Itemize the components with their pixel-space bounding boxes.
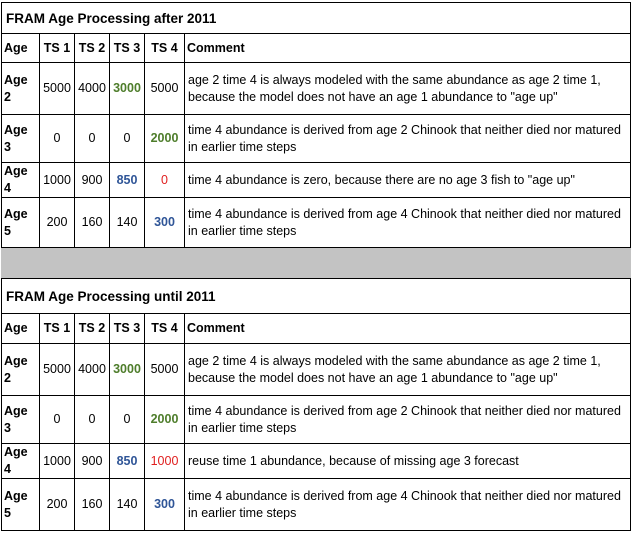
cell-ts3: 0 — [110, 396, 145, 444]
header-row — [2, 314, 631, 344]
cell-ts4: 5000 — [145, 344, 185, 396]
cell-ts2: 900 — [75, 163, 110, 198]
cell-ts2: 900 — [75, 444, 110, 479]
header-ts4: TS 4 — [145, 314, 185, 344]
row-age: Age 4 — [2, 444, 40, 479]
section-title: FRAM Age Processing after 2011 — [2, 3, 631, 34]
cell-ts3: 140 — [110, 479, 145, 531]
cell-comment: age 2 time 4 is always modeled with the same abundance as age 2 time 1, because the model does not have an age 1 abundance to "age up" — [185, 63, 631, 115]
header-age: Age — [2, 34, 40, 63]
cell-ts2: 0 — [75, 396, 110, 444]
section-title: FRAM Age Processing until 2011 — [2, 279, 631, 314]
table-row — [2, 344, 631, 396]
cell-comment: time 4 abundance is derived from age 2 Chinook that neither died nor matured in earlier time steps — [185, 115, 631, 163]
header-ts4: TS 4 — [145, 34, 185, 63]
cell-ts1: 200 — [40, 479, 75, 531]
separator-band — [2, 248, 631, 279]
cell-comment: time 4 abundance is zero, because there are no age 3 fish to "age up" — [185, 163, 631, 198]
section-separator — [2, 248, 631, 279]
header-ts1: TS 1 — [40, 314, 75, 344]
row-age: Age 4 — [2, 163, 40, 198]
cell-ts1: 200 — [40, 198, 75, 248]
cell-ts3: 850 — [110, 444, 145, 479]
header-ts3: TS 3 — [110, 314, 145, 344]
cell-ts4: 1000 — [145, 444, 185, 479]
header-ts2: TS 2 — [75, 314, 110, 344]
cell-ts1: 5000 — [40, 344, 75, 396]
cell-ts3: 3000 — [110, 344, 145, 396]
row-age: Age 2 — [2, 344, 40, 396]
header-comment: Comment — [185, 314, 631, 344]
table-row — [2, 115, 631, 163]
row-age: Age 3 — [2, 115, 40, 163]
cell-ts1: 1000 — [40, 444, 75, 479]
cell-ts3: 0 — [110, 115, 145, 163]
table-row — [2, 396, 631, 444]
cell-ts2: 160 — [75, 479, 110, 531]
header-age: Age — [2, 314, 40, 344]
cell-ts4: 300 — [145, 198, 185, 248]
document — [1, 2, 630, 552]
table-row — [2, 63, 631, 115]
row-age: Age 5 — [2, 479, 40, 531]
cell-ts1: 0 — [40, 396, 75, 444]
table-row — [2, 198, 631, 248]
section-title-row — [2, 279, 631, 314]
age-processing-table — [1, 2, 631, 531]
cell-ts4: 0 — [145, 163, 185, 198]
cell-ts1: 5000 — [40, 63, 75, 115]
header-ts2: TS 2 — [75, 34, 110, 63]
cell-ts4: 2000 — [145, 115, 185, 163]
cell-ts3: 850 — [110, 163, 145, 198]
header-ts3: TS 3 — [110, 34, 145, 63]
cell-ts1: 0 — [40, 115, 75, 163]
header-row — [2, 34, 631, 63]
cell-ts4: 5000 — [145, 63, 185, 115]
row-age: Age 2 — [2, 63, 40, 115]
cell-comment: time 4 abundance is derived from age 2 Chinook that neither died nor matured in earlier time steps — [185, 396, 631, 444]
table-row — [2, 444, 631, 479]
row-age: Age 5 — [2, 198, 40, 248]
cell-ts2: 160 — [75, 198, 110, 248]
cell-ts2: 4000 — [75, 344, 110, 396]
table-row — [2, 163, 631, 198]
cell-comment: age 2 time 4 is always modeled with the same abundance as age 2 time 1, because the model does not have an age 1 abundance to "age up" — [185, 344, 631, 396]
cell-comment: time 4 abundance is derived from age 4 Chinook that neither died nor matured in earlier time steps — [185, 198, 631, 248]
header-ts1: TS 1 — [40, 34, 75, 63]
cell-ts3: 3000 — [110, 63, 145, 115]
table-row — [2, 479, 631, 531]
cell-ts4: 2000 — [145, 396, 185, 444]
cell-ts3: 140 — [110, 198, 145, 248]
cell-comment: reuse time 1 abundance, because of missing age 3 forecast — [185, 444, 631, 479]
cell-ts2: 0 — [75, 115, 110, 163]
cell-ts1: 1000 — [40, 163, 75, 198]
section-title-row — [2, 3, 631, 34]
cell-ts2: 4000 — [75, 63, 110, 115]
row-age: Age 3 — [2, 396, 40, 444]
cell-ts4: 300 — [145, 479, 185, 531]
header-comment: Comment — [185, 34, 631, 63]
cell-comment: time 4 abundance is derived from age 4 Chinook that neither died nor matured in earlier time steps — [185, 479, 631, 531]
